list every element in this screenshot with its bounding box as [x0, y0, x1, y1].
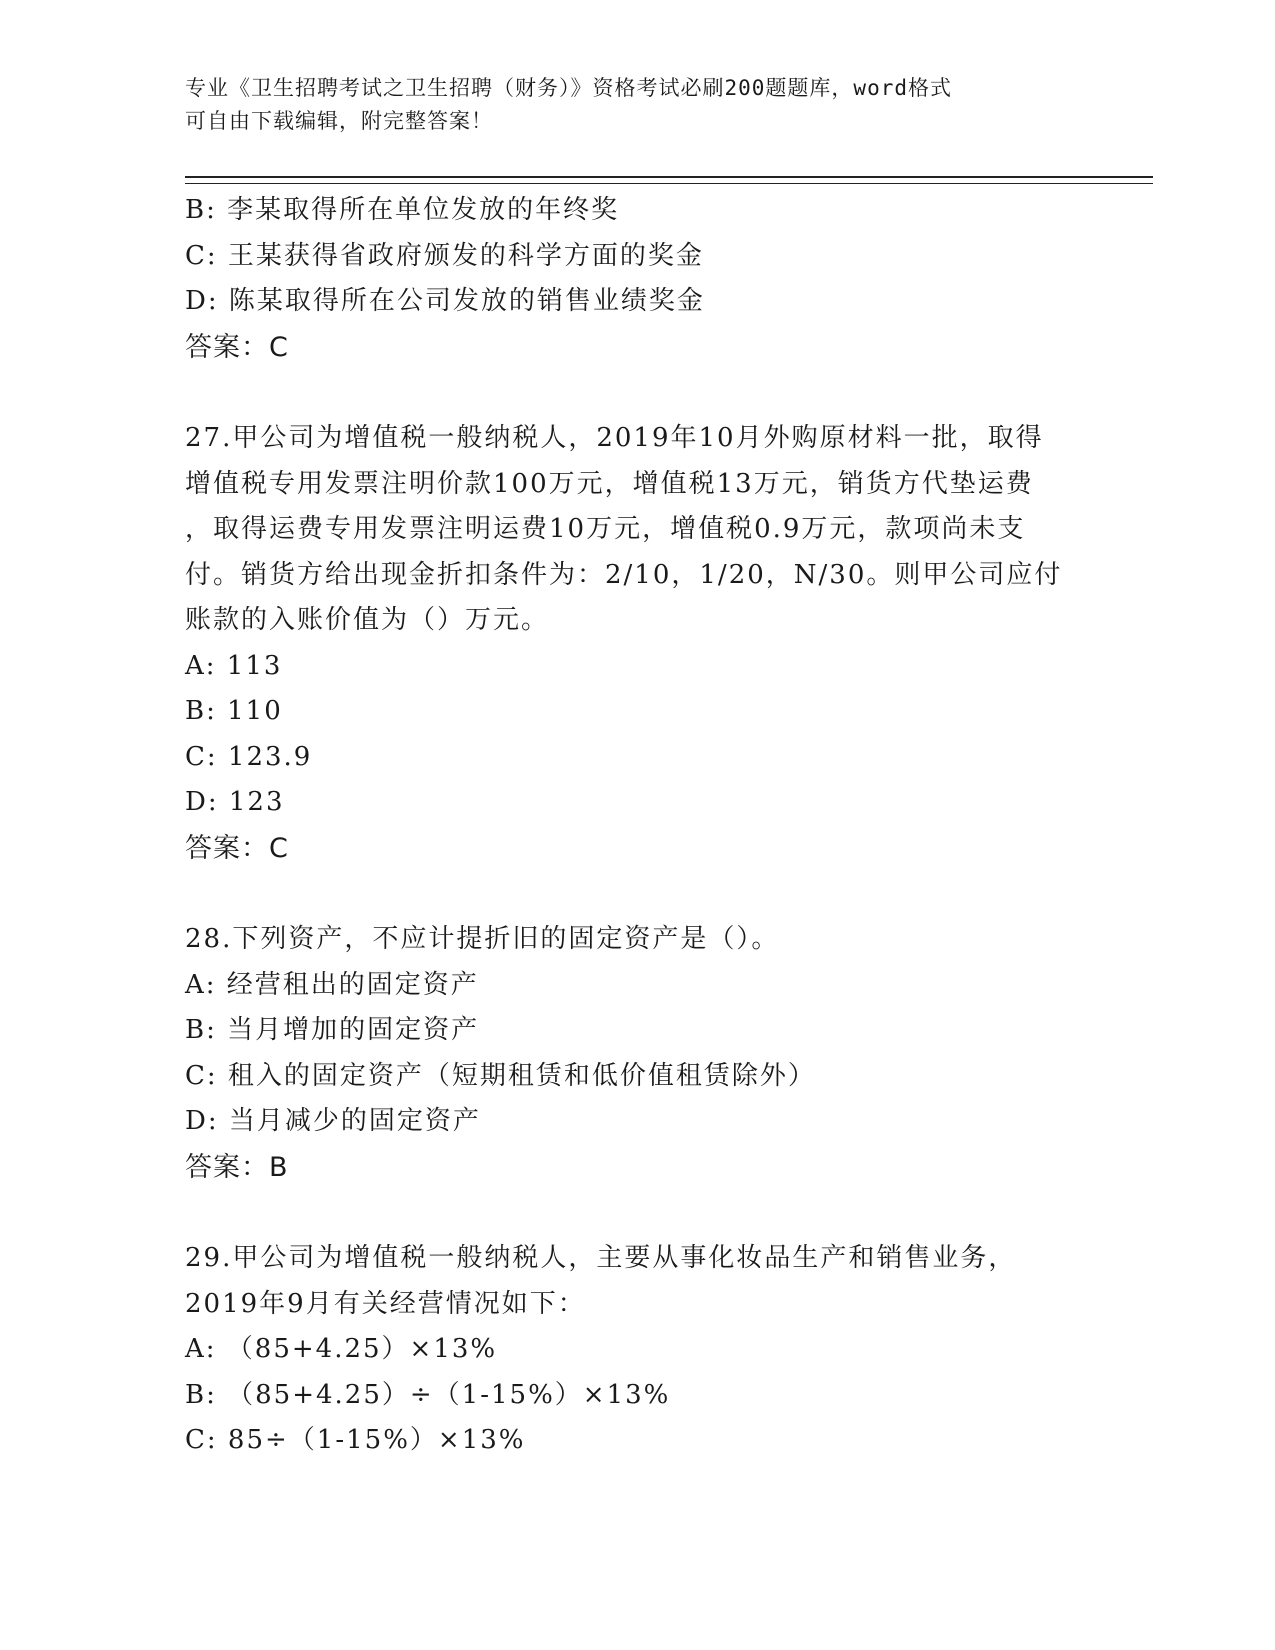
option-b: B: （85+4.25）÷（1-15%）×13% — [185, 1379, 671, 1410]
header-line-2: 可自由下载编辑，附完整答案！ — [185, 109, 493, 133]
document-body — [185, 188, 1085, 1464]
option-d: D: 当月减少的固定资产 — [185, 1106, 481, 1136]
question-text-line: 付。销货方给出现金折扣条件为：2/10，1/20，N/30。则甲公司应付 — [185, 559, 1063, 590]
spacer — [185, 370, 1085, 416]
answer: 答案：C — [185, 331, 289, 363]
header-line-1: 专业《卫生招聘考试之卫生招聘（财务）》资格考试必刷200题题库，word格式 — [185, 76, 952, 100]
option-c: C: 123.9 — [185, 741, 313, 772]
option-b: B: 当月增加的固定资产 — [185, 1015, 480, 1045]
question-28 — [185, 917, 1085, 1190]
question-text-line: 2019年9月有关经营情况如下： — [185, 1288, 586, 1319]
header-divider — [185, 176, 1153, 184]
option-b: B: 李某取得所在单位发放的年终奖 — [185, 195, 620, 225]
answer: 答案：B — [185, 1151, 289, 1183]
question-text-line: 账款的入账价值为（）万元。 — [185, 605, 550, 635]
spacer — [185, 1190, 1085, 1236]
spacer — [185, 871, 1085, 917]
option-c: C: 王某获得省政府颁发的科学方面的奖金 — [185, 240, 704, 271]
option-a: A: 经营租出的固定资产 — [185, 969, 479, 1000]
answer: 答案：C — [185, 832, 289, 864]
option-a: A: 113 — [185, 650, 283, 681]
option-d: D: 陈某取得所在公司发放的销售业绩奖金 — [185, 286, 705, 316]
question-text-line: 29.甲公司为增值税一般纳税人，主要从事化妆品生产和销售业务， — [185, 1243, 1017, 1273]
page-header — [185, 72, 1085, 138]
question-27 — [185, 416, 1085, 871]
option-b: B: 110 — [185, 696, 283, 726]
option-d: D: 123 — [185, 787, 285, 817]
option-c: C: 租入的固定资产（短期租赁和低价值租赁除外） — [185, 1060, 816, 1091]
option-c: C: 85÷（1-15%）×13% — [185, 1425, 526, 1455]
option-a: A: （85+4.25）×13% — [185, 1334, 498, 1364]
question-text-line: 28.下列资产，不应计提折旧的固定资产是（）。 — [185, 924, 780, 954]
question-text-line: 27.甲公司为增值税一般纳税人，2019年10月外购原材料一批，取得 — [185, 423, 1044, 453]
question-26 — [185, 188, 1085, 370]
question-text-line: ，取得运费专用发票注明运费10万元，增值税0.9万元，款项尚未支 — [185, 514, 1026, 544]
question-29 — [185, 1236, 1085, 1464]
question-text-line: 增值税专用发票注明价款100万元，增值税13万元，销货方代垫运费 — [185, 468, 1034, 499]
